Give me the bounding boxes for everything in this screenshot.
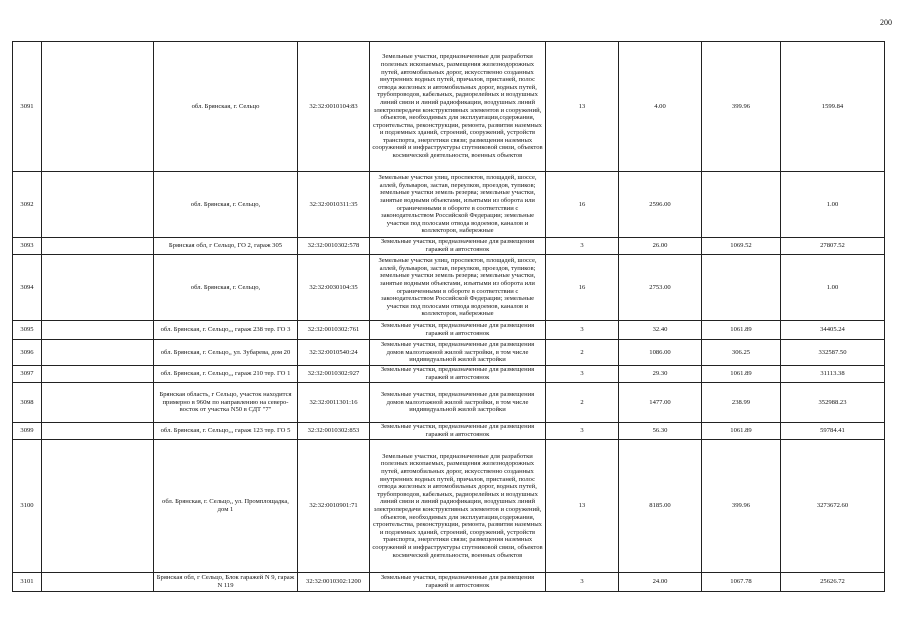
address-cell: обл. Брянская, г. Сельцо, xyxy=(154,172,298,238)
rate-cell: 1061.89 xyxy=(702,366,781,383)
group-code-cell: 3 xyxy=(546,423,619,440)
area-cell: 32.40 xyxy=(619,321,702,340)
row-index-cell: 3091 xyxy=(13,42,42,172)
table-row xyxy=(13,42,885,172)
cadastral-number-cell: 32:32:0010302:927 xyxy=(298,366,370,383)
land-use-description-cell: Земельные участки, предназначенные для разработки полезных ископаемых, размещения железнодорожных путей, автомобильных дорог, искусственно созданных внутренних водных путей, причалов, пристаней, полос отвода железных и автомобильных дорог, водных путей, трубопроводов, кабельных, радиорелейных и воздушных линий связи и линий радиофикации, воздушных линий электропередачи конструктивных элементов и сооружений, объектов, необходимых для эксплуатации,содержания, строительства, реконструкции, ремонта, развития наземных и подземных зданий, строений, сооружений, устройств транспорта, энергетики связи; размещения наземных сооружений и инфраструктуры спутниковой связи, объектов космической деятельности, военных объектов xyxy=(370,440,546,573)
row-index-cell: 3097 xyxy=(13,366,42,383)
group-code-cell: 3 xyxy=(546,573,619,592)
blank-cell xyxy=(42,321,154,340)
row-index-cell: 3093 xyxy=(13,238,42,255)
land-use-description-cell: Земельные участки улиц, проспектов, площадей, шоссе, аллей, бульваров, застав, переулков, проездов, тупиков; земельные участки земель резерва; земельные участки, занятые водными объектами, изъятыми из оборота или ограниченными в обороте в соответствии с законодательством Российской Федерации; земельные участки под полосами отвода водоемов, каналов и коллекторов, набережные xyxy=(370,255,546,321)
row-index-cell: 3096 xyxy=(13,340,42,366)
blank-cell xyxy=(42,340,154,366)
group-code-cell: 2 xyxy=(546,383,619,423)
area-cell: 26.00 xyxy=(619,238,702,255)
cadastral-value-cell: 3273672.60 xyxy=(781,440,885,573)
cadastral-number-cell: 32:32:0011301:16 xyxy=(298,383,370,423)
rate-cell xyxy=(702,172,781,238)
area-cell: 2753.00 xyxy=(619,255,702,321)
group-code-cell: 3 xyxy=(546,366,619,383)
rate-cell: 306.25 xyxy=(702,340,781,366)
table-row xyxy=(13,366,885,383)
land-use-description-cell: Земельные участки, предназначенные для размещения гаражей и автостоянок xyxy=(370,238,546,255)
rate-cell: 399.96 xyxy=(702,440,781,573)
rate-cell: 1061.89 xyxy=(702,423,781,440)
rate-cell xyxy=(702,255,781,321)
cadastral-number-cell: 32:32:0010302:853 xyxy=(298,423,370,440)
cadastral-value-cell: 31113.38 xyxy=(781,366,885,383)
row-index-cell: 3095 xyxy=(13,321,42,340)
address-cell: обл. Брянская, г. Сельцо,,, гараж 210 тер. ГО 1 xyxy=(154,366,298,383)
land-use-description-cell: Земельные участки, предназначенные для размещения домов малоэтажной жилой застройки, в том числе индивидуальной жилой застройки xyxy=(370,383,546,423)
cadastral-number-cell: 32:32:0010311:35 xyxy=(298,172,370,238)
cadastral-value-cell: 352988.23 xyxy=(781,383,885,423)
blank-cell xyxy=(42,42,154,172)
cadastral-number-cell: 32:32:0010302:761 xyxy=(298,321,370,340)
table-row xyxy=(13,423,885,440)
row-index-cell: 3098 xyxy=(13,383,42,423)
area-cell: 56.30 xyxy=(619,423,702,440)
row-index-cell: 3100 xyxy=(13,440,42,573)
address-cell: Брянская область, г Сельцо, участок находится примерно в 960м по направлению на северо-восток от участка N50 в СДТ "7" xyxy=(154,383,298,423)
group-code-cell: 16 xyxy=(546,255,619,321)
row-index-cell: 3101 xyxy=(13,573,42,592)
land-use-description-cell: Земельные участки, предназначенные для разработки полезных ископаемых, размещения железнодорожных путей, автомобильных дорог, искусственно созданных внутренних водных путей, причалов, пристаней, полос отвода железных и автомобильных дорог, водных путей, трубопроводов, кабельных, радиорелейных и воздушных линий связи и линий радиофикации, воздушных линий электропередачи конструктивных элементов и сооружений, объектов, необходимых для эксплуатации,содержания, строительства, реконструкции, ремонта, развития наземных и подземных зданий, строений, сооружений, устройств транспорта, энергетики связи; размещения наземных сооружений и инфраструктуры спутниковой связи, объектов космической деятельности, военных объектов xyxy=(370,42,546,172)
table-row xyxy=(13,440,885,573)
cadastral-number-cell: 32:32:0010901:71 xyxy=(298,440,370,573)
cadastral-value-cell: 1599.84 xyxy=(781,42,885,172)
address-cell: обл. Брянская, г. Сельцо, xyxy=(154,255,298,321)
table-row xyxy=(13,321,885,340)
area-cell: 24.00 xyxy=(619,573,702,592)
rate-cell: 238.99 xyxy=(702,383,781,423)
area-cell: 29.30 xyxy=(619,366,702,383)
address-cell: обл. Брянская, г. Сельцо xyxy=(154,42,298,172)
cadastral-value-cell: 25626.72 xyxy=(781,573,885,592)
blank-cell xyxy=(42,366,154,383)
blank-cell xyxy=(42,255,154,321)
rate-cell: 1069.52 xyxy=(702,238,781,255)
group-code-cell: 3 xyxy=(546,238,619,255)
row-index-cell: 3099 xyxy=(13,423,42,440)
cadastral-value-cell: 34405.24 xyxy=(781,321,885,340)
registry-body xyxy=(13,42,885,592)
rate-cell: 399.96 xyxy=(702,42,781,172)
land-use-description-cell: Земельные участки, предназначенные для размещения домов малоэтажной жилой застройки, в том числе индивидуальной жилой застройки xyxy=(370,340,546,366)
blank-cell xyxy=(42,238,154,255)
table-row xyxy=(13,238,885,255)
cadastral-number-cell: 32:32:0010104:83 xyxy=(298,42,370,172)
group-code-cell: 2 xyxy=(546,340,619,366)
table-row xyxy=(13,255,885,321)
row-index-cell: 3092 xyxy=(13,172,42,238)
address-cell: обл. Брянская, г. Сельцо,,, гараж 238 тер. ГО 3 xyxy=(154,321,298,340)
table-row xyxy=(13,172,885,238)
rate-cell: 1067.78 xyxy=(702,573,781,592)
blank-cell xyxy=(42,383,154,423)
row-index-cell: 3094 xyxy=(13,255,42,321)
cadastral-number-cell: 32:32:0010302:578 xyxy=(298,238,370,255)
area-cell: 2596.00 xyxy=(619,172,702,238)
address-cell: Брянская обл, г Сельцо, Блок гаражей N 9, гараж N 119 xyxy=(154,573,298,592)
blank-cell xyxy=(42,573,154,592)
area-cell: 1086.00 xyxy=(619,340,702,366)
cadastral-number-cell: 32:32:0010302:1200 xyxy=(298,573,370,592)
blank-cell xyxy=(42,440,154,573)
area-cell: 1477.00 xyxy=(619,383,702,423)
cadastral-number-cell: 32:32:0030104:35 xyxy=(298,255,370,321)
cadastral-value-cell: 59784.41 xyxy=(781,423,885,440)
table-row xyxy=(13,340,885,366)
cadastral-value-cell: 332587.50 xyxy=(781,340,885,366)
land-use-description-cell: Земельные участки, предназначенные для размещения гаражей и автостоянок xyxy=(370,573,546,592)
group-code-cell: 3 xyxy=(546,321,619,340)
land-registry-table xyxy=(12,41,885,592)
land-use-description-cell: Земельные участки, предназначенные для размещения гаражей и автостоянок xyxy=(370,423,546,440)
address-cell: обл. Брянская, г. Сельцо,, ул. Зубарева, дом 20 xyxy=(154,340,298,366)
address-cell: обл. Брянская, г. Сельцо,,, гараж 123 тер. ГО 5 xyxy=(154,423,298,440)
address-cell: обл. Брянская, г. Сельцо,, ул. Промплощадка, дом 1 xyxy=(154,440,298,573)
area-cell: 4.00 xyxy=(619,42,702,172)
group-code-cell: 13 xyxy=(546,440,619,573)
area-cell: 8185.00 xyxy=(619,440,702,573)
rate-cell: 1061.89 xyxy=(702,321,781,340)
group-code-cell: 16 xyxy=(546,172,619,238)
land-use-description-cell: Земельные участки, предназначенные для размещения гаражей и автостоянок xyxy=(370,366,546,383)
page-number: 200 xyxy=(880,18,892,27)
table-row xyxy=(13,573,885,592)
land-use-description-cell: Земельные участки улиц, проспектов, площадей, шоссе, аллей, бульваров, застав, переулков, проездов, тупиков; земельные участки земель резерва; земельные участки, занятые водными объектами, изъятыми из оборота или ограниченными в обороте в соответствии с законодательством Российской Федерации; земельные участки под полосами отвода водоемов, каналов и коллекторов, набережные xyxy=(370,172,546,238)
address-cell: Брянская обл, г Сельцо, ГО 2, гараж 305 xyxy=(154,238,298,255)
table-row xyxy=(13,383,885,423)
group-code-cell: 13 xyxy=(546,42,619,172)
cadastral-value-cell: 1.00 xyxy=(781,172,885,238)
cadastral-value-cell: 1.00 xyxy=(781,255,885,321)
cadastral-number-cell: 32:32:0010540:24 xyxy=(298,340,370,366)
land-use-description-cell: Земельные участки, предназначенные для размещения гаражей и автостоянок xyxy=(370,321,546,340)
cadastral-value-cell: 27807.52 xyxy=(781,238,885,255)
blank-cell xyxy=(42,172,154,238)
blank-cell xyxy=(42,423,154,440)
